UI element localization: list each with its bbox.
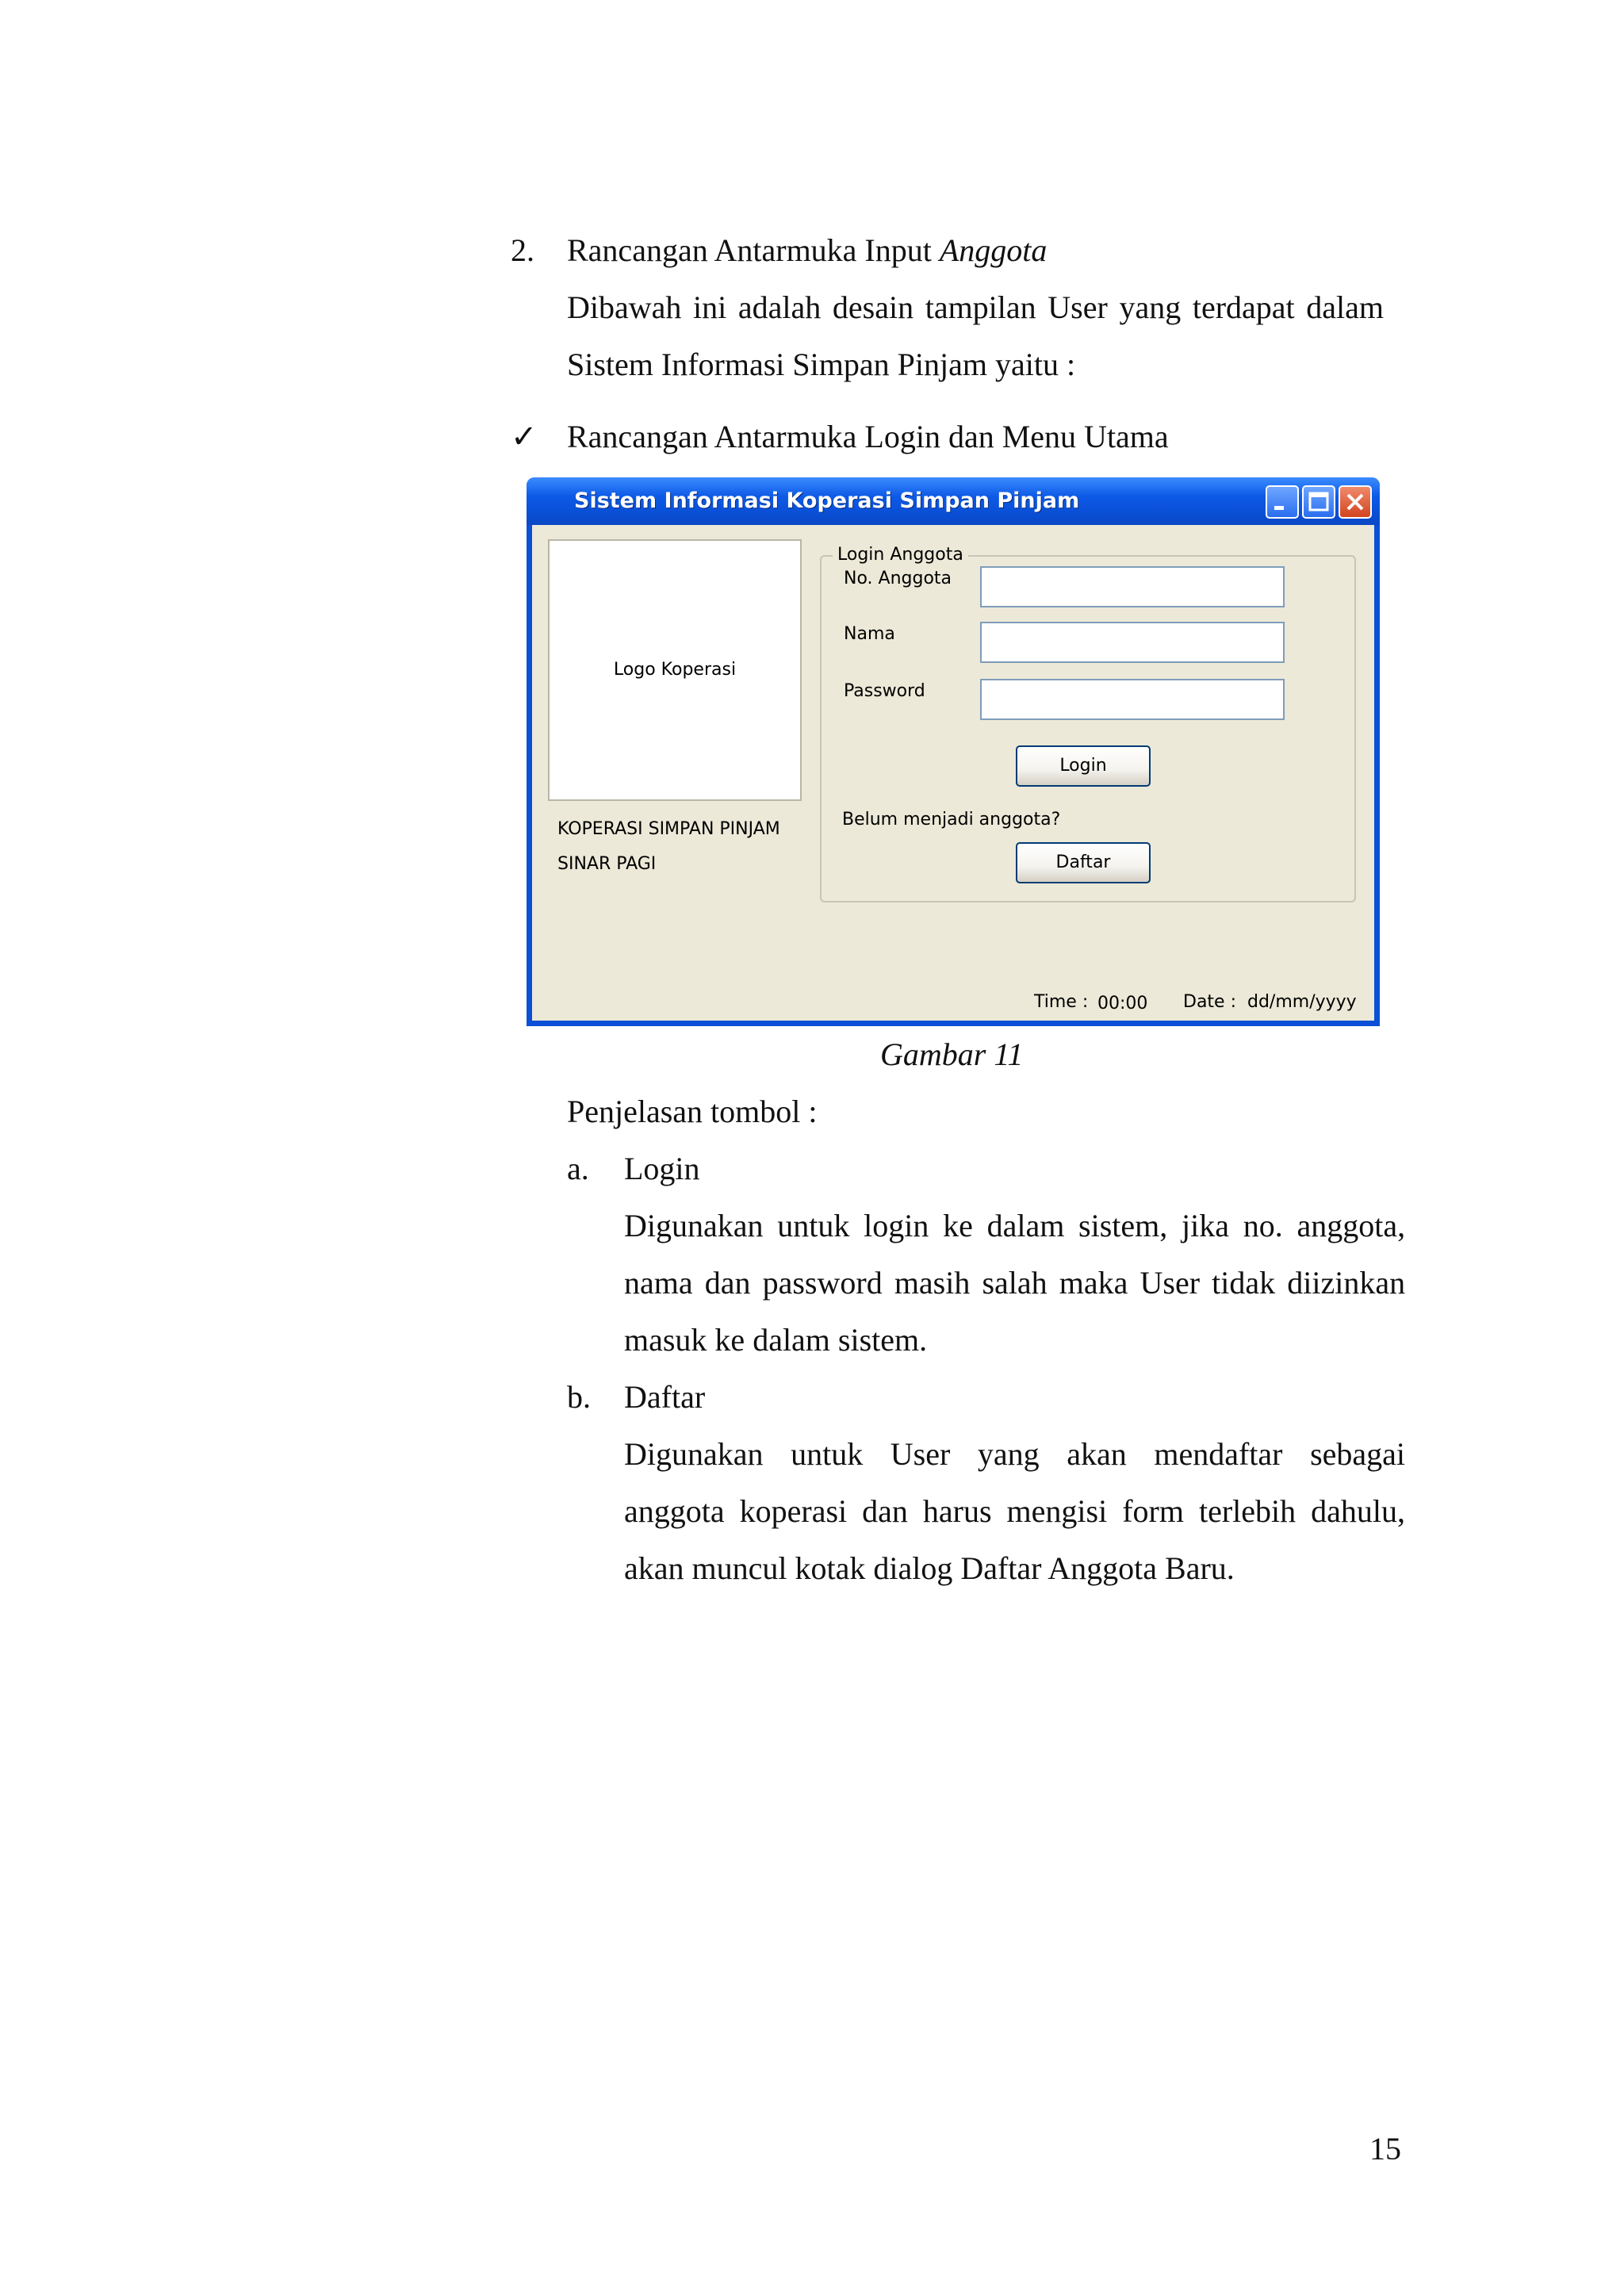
- field-label-member-no: No. Anggota: [844, 569, 952, 588]
- item-b-marker: b.: [567, 1379, 591, 1415]
- minimize-icon: [1267, 487, 1297, 517]
- page-number: 15: [1369, 2131, 1401, 2167]
- time-value: 00:00: [1097, 994, 1148, 1013]
- field-label-password: Password: [844, 681, 925, 701]
- logo-label: Logo Koperasi: [613, 660, 737, 680]
- date-value: dd/mm/yyyy: [1247, 992, 1357, 1012]
- item-a-line-3: masuk ke dalam sistem.: [624, 1322, 928, 1358]
- item-b-line-1: Digunakan untuk User yang akan mendaftar sebagai: [624, 1436, 1406, 1472]
- date-label: Date :: [1183, 992, 1236, 1012]
- field-label-name: Nama: [844, 624, 895, 644]
- logo-placeholder: [548, 539, 802, 801]
- section-title: [567, 232, 1047, 270]
- login-groupbox: [820, 545, 1356, 902]
- checklist-text: Rancangan Antarmuka Login dan Menu Utama: [567, 419, 1169, 454]
- item-a-line-2: nama dan password masih salah maka User tidak diizinkan: [624, 1265, 1406, 1301]
- check-icon: ✓: [511, 419, 538, 454]
- time-label: Time :: [1034, 992, 1089, 1012]
- section-title-text: Rancangan Antarmuka Input: [567, 232, 932, 268]
- org-name-line-2: SINAR PAGI: [557, 854, 657, 874]
- register-button[interactable]: Daftar: [1016, 842, 1151, 883]
- explanation-heading: Penjelasan tombol :: [567, 1094, 818, 1129]
- close-icon: [1340, 487, 1370, 517]
- close-button[interactable]: [1339, 485, 1372, 519]
- login-button[interactable]: Login: [1016, 745, 1151, 787]
- item-a-marker: a.: [567, 1151, 589, 1186]
- maximize-icon: [1304, 487, 1334, 517]
- section-title-italic: Anggota: [939, 232, 1048, 268]
- intro-line-2: Sistem Informasi Simpan Pinjam yaitu :: [567, 347, 1076, 382]
- window-titlebar[interactable]: [527, 477, 1380, 525]
- app-window: [527, 477, 1380, 1026]
- window-client-area: [532, 525, 1374, 1021]
- name-input[interactable]: [980, 622, 1285, 663]
- figure-caption: Gambar 11: [880, 1036, 1024, 1072]
- member-no-input[interactable]: [980, 566, 1285, 607]
- window-title: Sistem Informasi Koperasi Simpan Pinjam: [574, 489, 1080, 513]
- item-b-line-3: akan muncul kotak dialog Daftar Anggota Baru.: [624, 1550, 1235, 1586]
- register-prompt: Belum menjadi anggota?: [842, 810, 1061, 829]
- item-b-line-2: anggota koperasi dan harus mengisi form terlebih dahulu,: [624, 1493, 1406, 1529]
- minimize-button[interactable]: [1266, 485, 1299, 519]
- section-number: 2.: [511, 232, 534, 268]
- maximize-button[interactable]: [1302, 485, 1335, 519]
- intro-line-1: Dibawah ini adalah desain tampilan User yang terdapat dalam: [567, 289, 1385, 325]
- groupbox-title: Login Anggota: [833, 544, 968, 566]
- password-input[interactable]: [980, 679, 1285, 720]
- item-b-title: Daftar: [624, 1379, 706, 1415]
- item-a-line-1: Digunakan untuk login ke dalam sistem, jika no. anggota,: [624, 1208, 1406, 1243]
- item-a-title: Login: [624, 1151, 700, 1186]
- org-name-line-1: KOPERASI SIMPAN PINJAM: [557, 819, 780, 839]
